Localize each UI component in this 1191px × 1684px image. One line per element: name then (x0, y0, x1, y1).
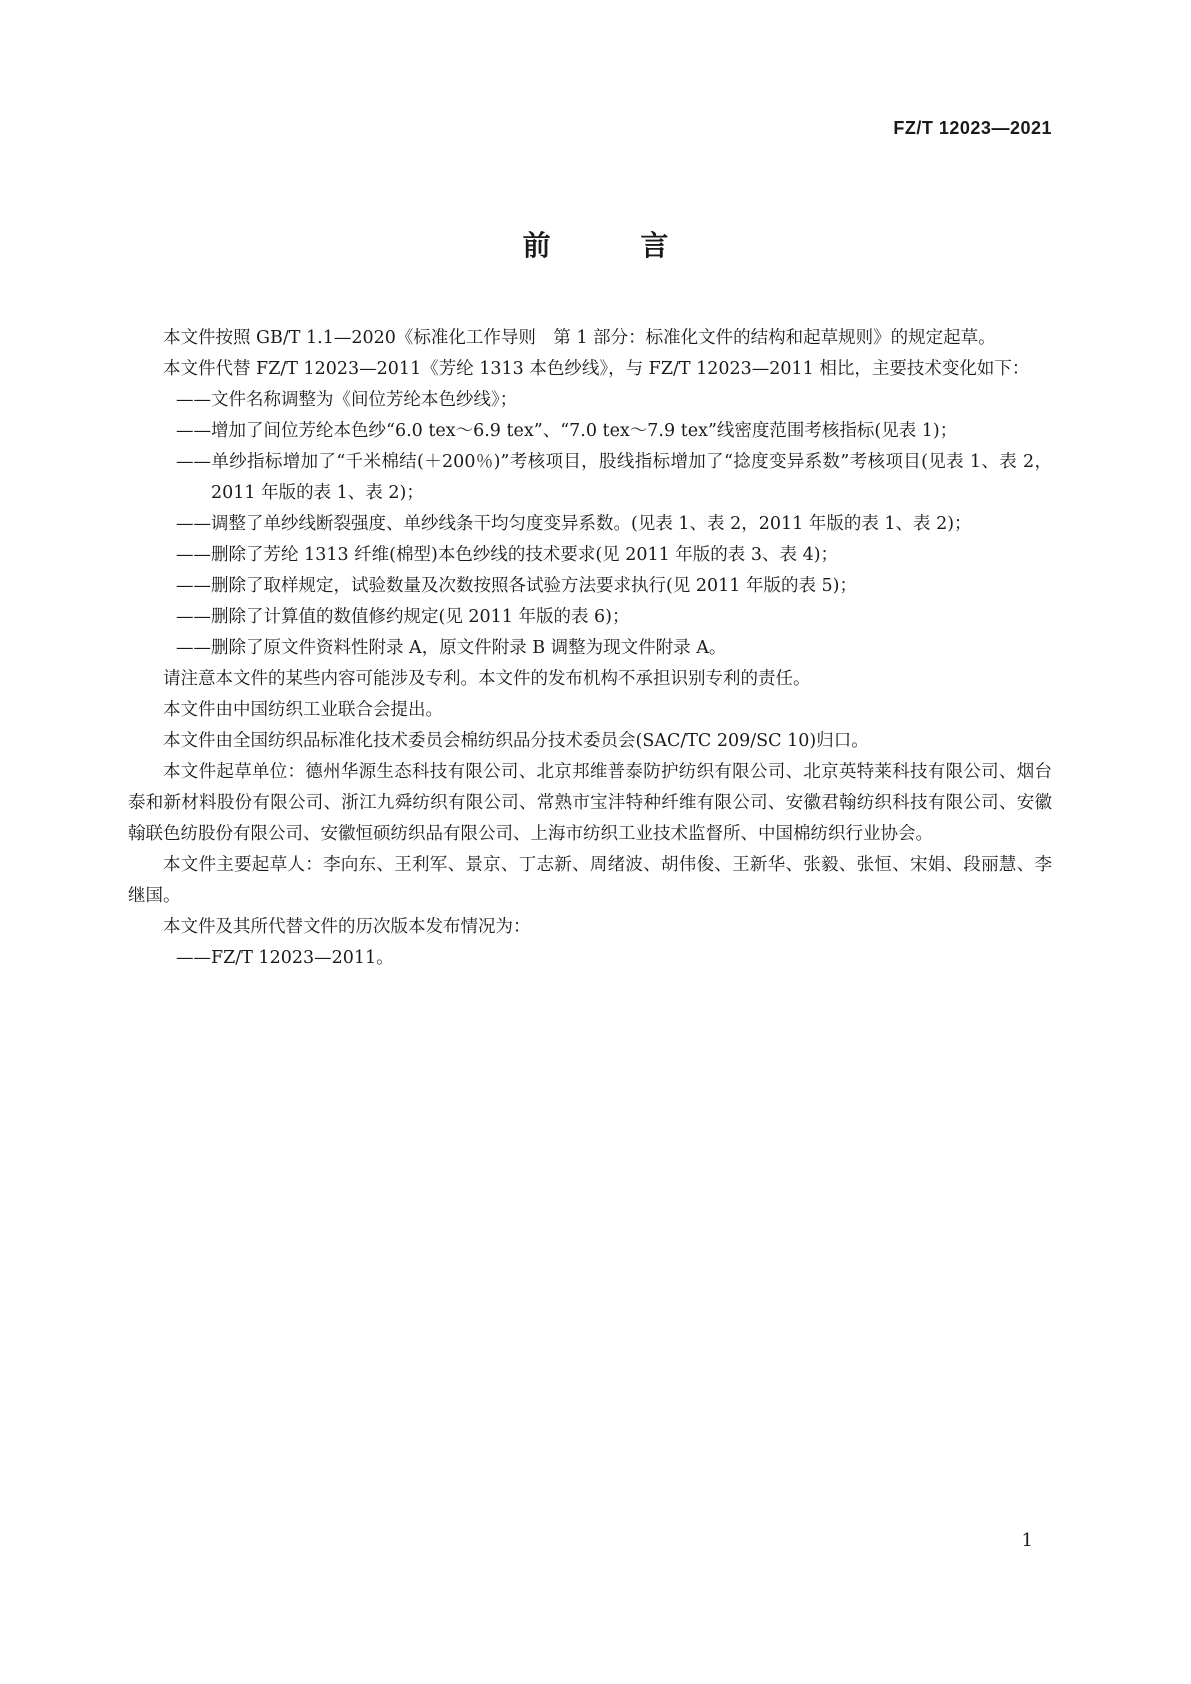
paragraph-drafting-rules: 本文件按照 GB/T 1.1—2020《标准化工作导则 第 1 部分：标准化文件的结构和起草规则》的规定起草。 (163, 328, 996, 348)
foreword-body (128, 323, 1052, 974)
paragraph-patent-notice: 请注意本文件的某些内容可能涉及专利。本文件的发布机构不承担识别专利的责任。 (163, 669, 811, 689)
list-item: ——单纱指标增加了“千米棉结(＋200％)”考核项目，股线指标增加了“捻度变异系数”考核项目(见表 1、表 2，2011 年版的表 1、表 2)； (176, 452, 1052, 503)
paragraph-drafting-units: 本文件起草单位：德州华源生态科技有限公司、北京邦维普泰防护纺织有限公司、北京英特莱科技有限公司、烟台泰和新材料股份有限公司、浙江九舜纺织有限公司、常熟市宝沣特种纤维有限公司、安徽君翰纺织科技有限公司、安徽翰联色纺股份有限公司、安徽恒硕纺织品有限公司、上海市纺织工业技术监督所、中国棉纺织行业协会。 (128, 762, 1052, 844)
history-list (128, 943, 1052, 974)
paragraph-version-history: 本文件及其所代替文件的历次版本发布情况为： (163, 917, 531, 937)
list-item: ——删除了芳纶 1313 纤维(棉型)本色纱线的技术要求(见 2011 年版的表 3、表 4)； (176, 545, 839, 565)
paragraph-proposer: 本文件由中国纺织工业联合会提出。 (163, 700, 443, 720)
list-item: ——删除了原文件资料性附录 A，原文件附录 B 调整为现文件附录 A。 (176, 638, 727, 658)
paragraph-technical-committee: 本文件由全国纺织品标准化技术委员会棉纺织品分技术委员会(SAC/TC 209/SC 10)归口。 (163, 731, 869, 751)
list-item: ——删除了取样规定，试验数量及次数按照各试验方法要求执行(见 2011 年版的表 5)； (176, 576, 858, 596)
list-item: ——FZ/T 12023—2011。 (176, 948, 394, 968)
page-number: 1 (1021, 1530, 1033, 1551)
paragraph-drafters: 本文件主要起草人：李向东、王利军、景京、丁志新、周绪波、胡伟俊、王新华、张毅、张恒、宋娟、段丽慧、李继国。 (128, 855, 1052, 906)
changes-list (128, 385, 1052, 664)
list-item: ——删除了计算值的数值修约规定(见 2011 年版的表 6)； (176, 607, 630, 627)
document-code: FZ/T 12023—2021 (893, 118, 1052, 138)
page-title: 前 言 (522, 229, 709, 262)
paragraph-replacement: 本文件代替 FZ/T 12023—2011《芳纶 1313 本色纱线》，与 FZ/T 12023—2011 相比，主要技术变化如下： (163, 359, 1030, 379)
list-item: ——增加了间位芳纶本色纱“6.0 tex～6.9 tex”、“7.0 tex～7.9 tex”线密度范围考核指标(见表 1)； (176, 421, 958, 441)
list-item: ——文件名称调整为《间位芳纶本色纱线》； (176, 390, 518, 410)
list-item: ——调整了单纱线断裂强度、单纱线条干均匀度变异系数。(见表 1、表 2，2011 年版的表 1、表 2)； (176, 514, 972, 534)
